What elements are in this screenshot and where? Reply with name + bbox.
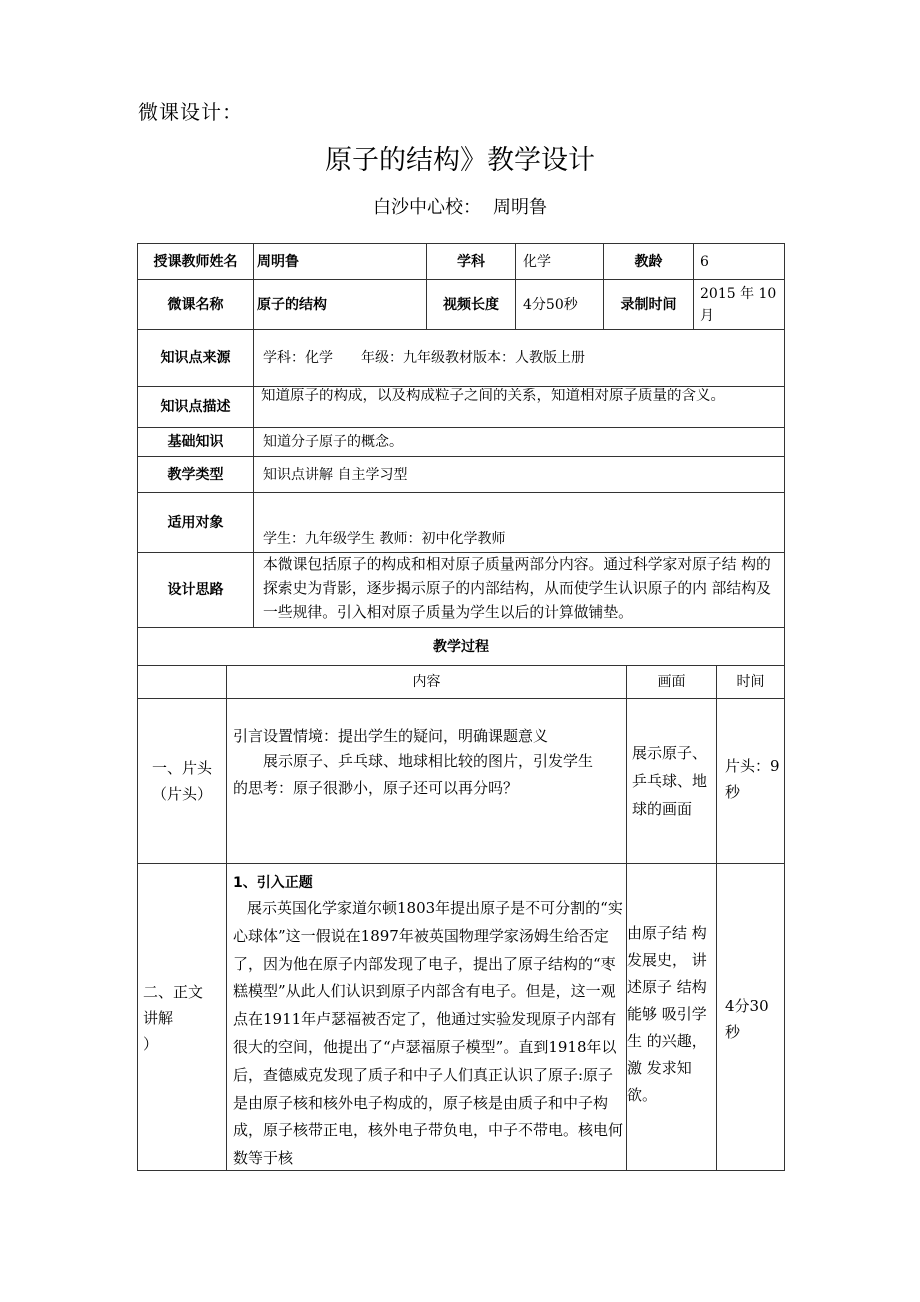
record-label: 录制时间	[620, 296, 677, 313]
stage-2-line3: ）	[143, 1035, 159, 1053]
type-label: 教学类型	[167, 466, 224, 483]
process-title: 教学过程	[433, 638, 489, 655]
stage-2-screen: 由原子结 构发展史， 讲述原子 结构能够 吸引学生 的兴趣，激 发求知欲。	[627, 924, 707, 1104]
stage-1-line2: （片头）	[151, 785, 212, 803]
basic-value: 知道分子原子的概念。	[263, 434, 403, 450]
subject-label: 学科	[457, 253, 485, 270]
stage-2-line2: 讲解	[143, 1009, 174, 1027]
teacher-label: 授课教师姓名	[153, 253, 238, 270]
doc-heading: 微课设计：	[138, 100, 243, 124]
stage-1-line1: 一、片头	[151, 759, 212, 777]
lesson-value: 原子的结构	[257, 296, 327, 313]
stage-1	[138, 699, 226, 863]
lesson-label: 微课名称	[167, 296, 224, 313]
stage-1-content	[233, 724, 623, 801]
stage-1-time: 片头：9秒	[725, 757, 780, 801]
audience-label: 适用对象	[167, 514, 224, 531]
stage-2-line1: 二、正文	[143, 983, 204, 1001]
col-content: 内容	[412, 674, 441, 690]
stage-1-intro: 引言设置情境：提出学生的疑问，明确课题意义	[233, 727, 549, 745]
stage-1-question: 的思考：原子很渺小，原子还可以再分吗？	[233, 779, 519, 797]
years-value: 6	[700, 253, 709, 270]
record-value: 2015 年 10 月	[700, 286, 777, 324]
stage-2-content	[233, 871, 623, 1169]
design-label: 设计思路	[167, 582, 224, 598]
desc-value: 知道原子的构成，以及构成粒子之间的关系，知道相对原子质量的含义。	[261, 388, 725, 404]
type-value: 知识点讲解 自主学习型	[263, 466, 408, 483]
stage-1-show: 展示原子、乒乓球、地球相比较的图片，引发学生	[263, 752, 594, 770]
stage-1-screen: 展示原子、乒乓球、地球的画面	[632, 744, 708, 818]
subject-value: 化学	[523, 253, 551, 270]
audience-value: 学生：九年级学生 教师：初中化学教师	[263, 531, 506, 547]
stage-2-body: 展示英国化学家道尔顿1803年提出原子是不可分割的“实心球体”这一假说在1897年被英国物理学家汤姆生给否定了，因为他在原子内部发现了电子，提出了原子结构的“枣糕模型”从此人们认识到原子内部含有电子。但是，这一观点在1911年卢瑟福被否定了，他通过实验发现原子内部有很大的空间，他提出了“卢瑟福原子模型”。直到1918年以后，查德威克发现了质子和中子人们真正认识了原子:原子是由原子核和核外电子构成的，原子核是由质子和中子构成，原子核带正电，核外电子带负电，中子不带电。核电何数等于核	[233, 899, 623, 1168]
duration-value: 4分50秒	[523, 296, 578, 313]
teacher-value: 周明鲁	[257, 253, 299, 270]
stage-2-subheading: 1、引入正题	[233, 875, 313, 891]
stage-2-time: 4分30秒	[725, 997, 769, 1041]
doc-title: 原子的结构》教学设计	[325, 145, 595, 176]
lesson-design-table	[137, 243, 785, 1171]
years-label: 教龄	[634, 253, 663, 270]
basic-label: 基础知识	[167, 434, 224, 450]
col-time: 时间	[736, 674, 765, 690]
source-value: 学科：化学 年级：九年级教材版本：人教版上册	[263, 350, 585, 366]
author-name: 周明鲁	[493, 197, 547, 218]
doc-subtitle	[0, 193, 920, 219]
design-value: 本微课包括原子的构成和相对原子质量两部分内容。通过科学家对原子结 构的探索史为背影，逐步揭示原子的内部结构，从而使学生认识原子的内 部结构及一些规律。引入相对原子质量为学生以后的计算做铺垫。	[263, 556, 771, 621]
desc-label: 知识点描述	[160, 399, 231, 415]
source-label: 知识点来源	[160, 350, 231, 366]
stage-2	[143, 979, 225, 1057]
duration-label: 视频长度	[443, 296, 499, 313]
col-screen: 画面	[657, 674, 686, 690]
school-name: 白沙中心校：	[373, 197, 481, 218]
